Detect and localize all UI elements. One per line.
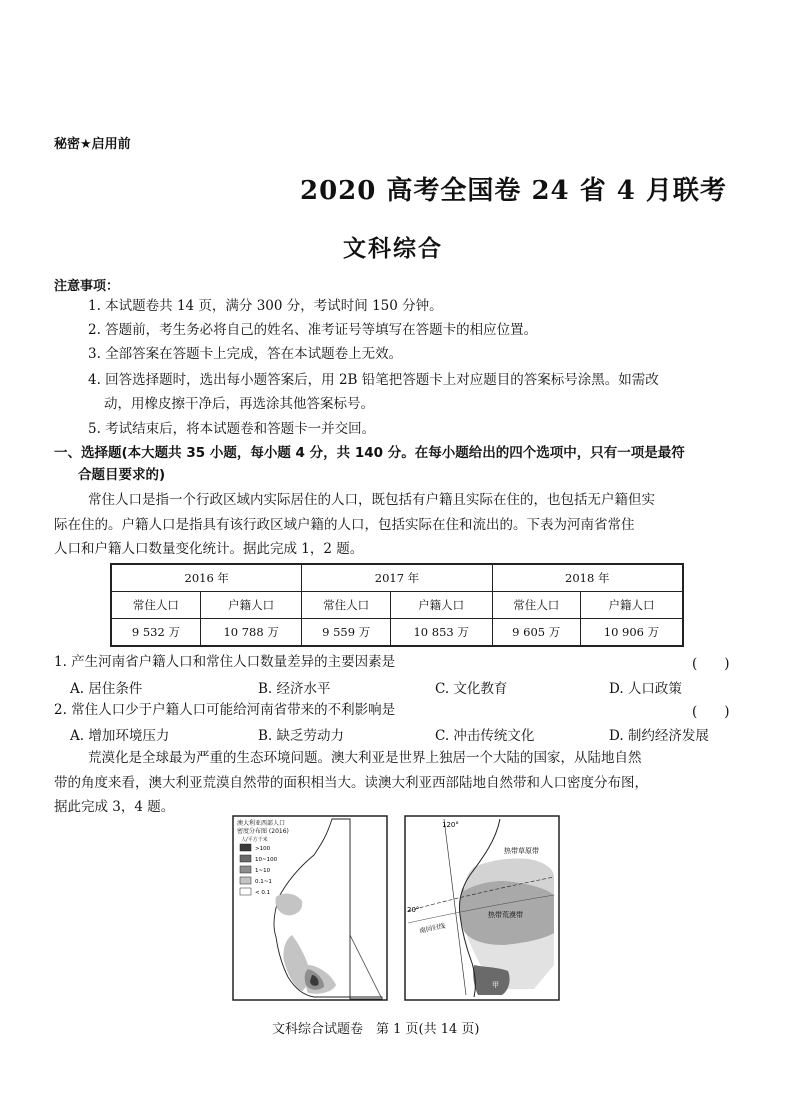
secret-label: 秘密★启用前 (54, 137, 131, 152)
passage1-line: 人口和户籍人口数量变化统计。据此完成 1，2 题。 (54, 541, 364, 557)
notice-item: 4. 回答选择题时，选出每小题答案后，用 2B 铅笔把答题卡上对应题目的答案标号涂黑。如需改 (88, 372, 659, 388)
legend-swatch (240, 855, 251, 862)
map1-unit: 人/平方千米 (241, 837, 268, 843)
option-a: A. 居住条件 (70, 681, 143, 697)
table-cell: 10 906 万 (580, 618, 683, 646)
table-col-label: 常住人口 (492, 591, 580, 618)
section-heading-cont: 合题目要求的) (78, 467, 166, 483)
table-cell: 9 559 万 (302, 618, 390, 646)
table-cell: 9 532 万 (111, 618, 200, 646)
natural-zone-map (404, 815, 560, 1001)
notice-heading: 注意事项： (54, 279, 120, 294)
page-footer: 文科综合试题卷 第 1 页(共 14 页) (272, 1022, 480, 1037)
tropic-label: 南回归线 (418, 921, 446, 935)
notice-item: 2. 答题前，考生务必将自己的姓名、准考证号等填写在答题卡的相应位置。 (88, 322, 538, 338)
answer-paren: ( ) (692, 704, 730, 720)
answer-paren: ( ) (692, 656, 730, 672)
zone-label-savanna: 热带草原带 (504, 847, 539, 855)
notice-item: 动，用橡皮擦干净后，再选涂其他答案标号。 (104, 396, 374, 412)
table-col-label: 常住人口 (111, 591, 200, 618)
zone-label-jia: 甲 (492, 981, 499, 989)
option-c: C. 冲击传统文化 (435, 728, 535, 744)
passage1-line: 际在住的。户籍人口是指具有该行政区域户籍的人口，包括实际在住和流出的。下表为河南省常住 (54, 517, 635, 533)
question-2-stem: 2. 常住人口少于户籍人口可能给河南省带来的不利影响是 (54, 702, 396, 718)
population-density-map (232, 815, 388, 1001)
notice-item: 3. 全部答案在答题卡上完成，答在本试题卷上无效。 (88, 346, 403, 362)
table-col-label: 户籍人口 (390, 591, 492, 618)
table-year: 2017 年 (302, 564, 492, 591)
zone-label-desert: 热带荒漠带 (488, 911, 523, 919)
passage2-line: 带的角度来看，澳大利亚荒漠自然带的面积相当大。读澳大利亚西部陆地自然带和人口密度分布图， (54, 775, 648, 791)
exam-title: 2020 高考全国卷 24 省 4 月联考 (300, 176, 727, 206)
legend-swatch (240, 866, 251, 873)
table-col-label: 户籍人口 (200, 591, 302, 618)
legend-label: 1~10 (255, 868, 271, 874)
passage1-line: 常住人口是指一个行政区域内实际居住的人口，既包括有户籍且实际在住的，也包括无户籍但实 (88, 492, 655, 508)
option-d: D. 制约经济发展 (609, 728, 709, 744)
legend-label: >100 (255, 846, 271, 852)
option-a: A. 增加环境压力 (70, 728, 170, 744)
map1-title: 密度分布图 (2016) (237, 828, 289, 835)
lon-label: 120° (442, 821, 459, 829)
passage2-line: 据此完成 3，4 题。 (54, 799, 175, 815)
notice-item: 5. 考试结束后，将本试题卷和答题卡一并交回。 (88, 421, 376, 437)
legend-swatch (240, 844, 251, 851)
question-1-stem: 1. 产生河南省户籍人口和常住人口数量差异的主要因素是 (54, 654, 396, 670)
table-cell: 9 605 万 (492, 618, 580, 646)
table-cell: 10 853 万 (390, 618, 492, 646)
option-d: D. 人口政策 (609, 681, 682, 697)
legend-label: < 0.1 (255, 890, 271, 896)
option-b: B. 经济水平 (258, 681, 331, 697)
legend-label: 10~100 (255, 857, 278, 863)
table-cell: 10 788 万 (200, 618, 302, 646)
passage2-line: 荒漠化是全球最为严重的生态环境问题。澳大利亚是世界上独居一个大陆的国家，从陆地自然 (88, 750, 642, 766)
section-heading: 一、选择题(本大题共 35 小题，每小题 4 分，共 140 分。在每小题给出的四个选项中，只有一项是最符 (54, 445, 685, 461)
option-c: C. 文化教育 (435, 681, 508, 697)
map1-title: 澳大利亚西部人口 (237, 820, 286, 827)
lat-label: 20° (407, 906, 420, 914)
legend-swatch (240, 877, 251, 884)
table-year: 2016 年 (111, 564, 302, 591)
table-col-label: 户籍人口 (580, 591, 683, 618)
legend-label: 0.1~1 (255, 879, 272, 885)
subject-title: 文科综合 (343, 235, 443, 262)
table-col-label: 常住人口 (302, 591, 390, 618)
population-table (110, 563, 684, 647)
legend-swatch (240, 888, 251, 895)
table-year: 2018 年 (492, 564, 683, 591)
notice-item: 1. 本试题卷共 14 页，满分 300 分，考试时间 150 分钟。 (88, 298, 443, 314)
option-b: B. 缺乏劳动力 (258, 728, 345, 744)
